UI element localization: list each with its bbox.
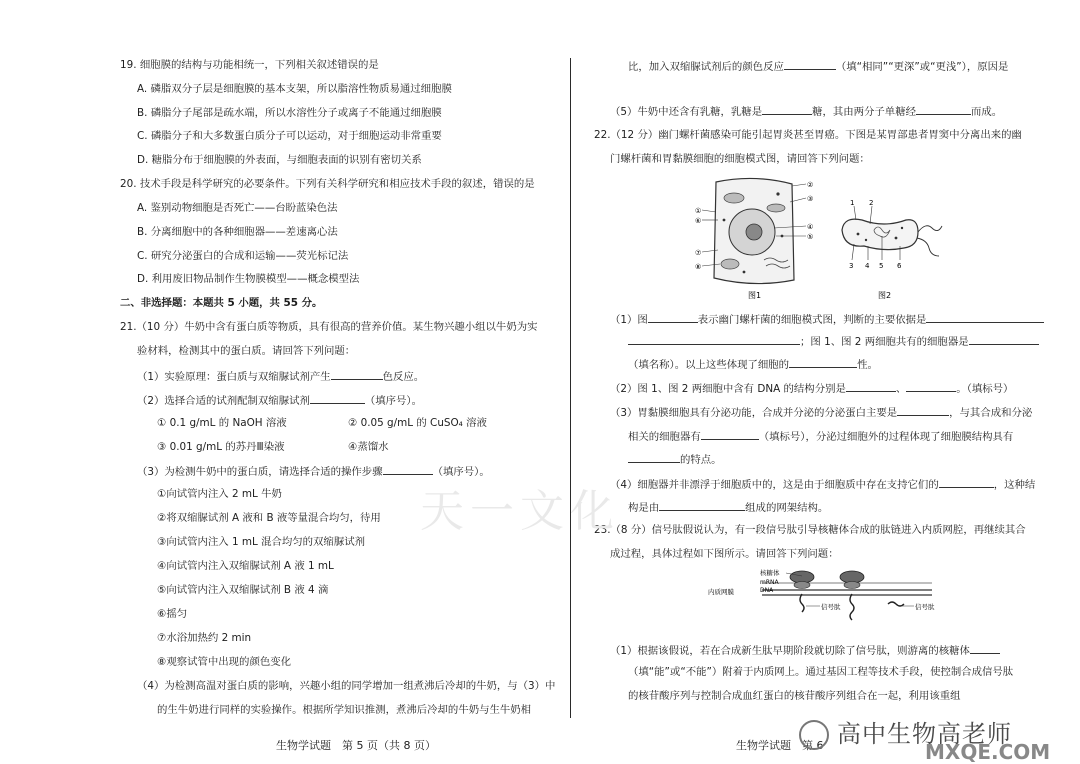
q22-part1-line3: （填名称）。以上这些体现了细胞的 性。 (628, 356, 878, 372)
figure-2-bacterium (834, 198, 944, 302)
q21-part1: （1）实验原理：蛋白质与双缩脲试剂产生 色反应。 (137, 368, 424, 384)
page-footer-left: 生物学试题 第 5 页（共 8 页） (276, 739, 436, 752)
answer-blank[interactable] (897, 404, 949, 416)
reagent-2: ② 0.05 g/mL 的 CuSO₄ 溶液 (348, 417, 487, 429)
figure-1-animal-cell (694, 172, 814, 302)
fig1-label: ② (807, 181, 814, 189)
answer-blank[interactable] (784, 58, 836, 70)
answer-blank[interactable] (383, 463, 433, 475)
q23-part1-line2: （填“能”或“不能”）附着于内质网上。通过基因工程等技术手段，使控制合成信号肽 (628, 666, 1014, 678)
q21-part4-line3: 比，加入双缩脲试剂后的颜色反应 （填“相同”“更深”或“更浅”），原因是 (628, 58, 1008, 74)
step-6: ⑥摇匀 (157, 608, 188, 620)
fig1-label: ⑧ (695, 263, 702, 271)
q22-stem-line2: 门螺杆菌和胃黏膜细胞的细胞模式图，请回答下列问题： (610, 153, 870, 165)
q22-part1-line1: （1）图 表示幽门螺杆菌的细胞模式图，判断的主要依据是 (610, 311, 1044, 327)
watermark-site-text: MXQE.COM (925, 740, 1051, 764)
q23-stem-line2: 成过程，具体过程如下图所示。请回答下列问题： (610, 548, 839, 560)
page-divider (570, 58, 571, 718)
q22-part1-line2: ；图 1、图 2 两细胞共有的细胞器是 (628, 333, 1039, 349)
section-two-heading: 二、非选择题：本题共 5 小题，共 55 分。 (120, 297, 323, 309)
answer-blank[interactable] (846, 380, 896, 392)
fig1-label: ④ (807, 223, 814, 231)
q22-stem-line1: 22.（12 分）幽门螺杆菌感染可能引起胃炎甚至胃癌。下图是某胃部患者胃窦中分离出来的幽 (594, 129, 1022, 141)
answer-blank[interactable] (701, 428, 759, 440)
fig2-label: 3 (849, 262, 854, 270)
q22-part3-line1: （3）胃黏膜细胞具有分泌功能，合成并分泌的分泌蛋白主要是 ，与其合成和分泌 (610, 404, 1032, 420)
answer-blank[interactable] (762, 103, 812, 115)
answer-blank[interactable] (310, 392, 365, 404)
q20-stem: 20. 技术手段是科学研究的必要条件。下列有关科学研究和相应技术手段的叙述，错误的是 (120, 178, 535, 190)
q21-stem-line2: 验材料，检测其中的蛋白质。请回答下列问题： (137, 345, 356, 357)
q21-part5: （5）牛奶中还含有乳糖，乳糖是 糖，其由两分子单糖经 而成。 (610, 103, 1002, 119)
fig2-label: 2 (869, 199, 874, 207)
fig3-ribosome-label: 核糖体 (760, 569, 780, 577)
fig3-mrna-label: mRNA (760, 579, 779, 586)
fig2-label: 4 (865, 262, 870, 270)
fig2-label: 6 (897, 262, 902, 270)
answer-blank[interactable] (969, 333, 1039, 345)
q19-stem: 19. 细胞膜的结构与功能相统一，下列相关叙述错误的是 (120, 59, 379, 71)
fig1-label: ③ (807, 195, 814, 203)
watermark-badge (795, 712, 1075, 764)
step-2: ②将双缩脲试剂 A 液和 B 液等量混合均匀，待用 (157, 512, 381, 524)
answer-blank[interactable] (628, 451, 680, 463)
q19-option-a: A. 磷脂双分子层是细胞膜的基本支架，所以脂溶性物质易通过细胞膜 (137, 83, 452, 95)
q20-option-a: A. 鉴别动物细胞是否死亡——台盼蓝染色法 (137, 202, 338, 214)
fig3-signal-peptide-label: 信号肽 (915, 603, 935, 611)
fig1-label: ⑦ (695, 249, 702, 257)
answer-blank[interactable] (659, 499, 745, 511)
fig3-er-label: 内质网膜 (708, 588, 734, 596)
answer-blank[interactable] (789, 356, 857, 368)
q22-part2: （2）图 1、图 2 两细胞中含有 DNA 的结构分别是 、 。（填标号） (610, 380, 1013, 396)
answer-blank[interactable] (926, 311, 1044, 323)
q23-part1-line1: （1）根据该假说，若在合成新生肽早期阶段就切除了信号肽，则游离的核糖体 (610, 642, 1000, 658)
fig2-label: 1 (850, 199, 855, 207)
reagent-1: ① 0.1 g/mL 的 NaOH 溶液 (157, 417, 287, 429)
q22-part3-line2: 相关的细胞器有 （填标号），分泌过细胞外的过程体现了细胞膜结构具有 (628, 428, 1013, 444)
q20-option-c: C. 研究分泌蛋白的合成和运输——荧光标记法 (137, 250, 349, 262)
answer-blank[interactable] (648, 311, 698, 323)
answer-blank[interactable] (331, 368, 383, 380)
fig3-dna-label: DNA (760, 587, 774, 594)
fig2-label: 5 (879, 262, 884, 270)
q21-stem-line1: 21.（10 分）牛奶中含有蛋白质等物质，具有很高的营养价值。某生物兴趣小组以牛奶为实 (120, 321, 538, 333)
q21-part3: （3）为检测牛奶中的蛋白质，请选择合适的操作步骤 （填序号）。 (137, 463, 490, 479)
q21-part4-line2: 的生牛奶进行同样的实验操作。根据所学知识推测，煮沸后冷却的牛奶与生牛奶相 (157, 704, 532, 716)
step-3: ③向试管内注入 1 mL 混合均匀的双缩脲试剂 (157, 536, 365, 548)
answer-blank[interactable] (628, 333, 800, 345)
figure-2-caption: 图2 (878, 291, 892, 300)
reagent-3: ③ 0.01 g/mL 的苏丹Ⅲ染液 (157, 441, 285, 453)
q19-option-d: D. 糖脂分布于细胞膜的外表面，与细胞表面的识别有密切关系 (137, 154, 422, 166)
q22-part3-line3: 的特点。 (628, 451, 722, 467)
watermark-badge-text: 高中生物高老师 (837, 720, 1012, 748)
q20-option-d: D. 利用废旧物品制作生物膜模型——概念模型法 (137, 273, 360, 285)
q21-part2: （2）选择合适的试剂配制双缩脲试剂 （填序号）。 (137, 392, 422, 408)
q19-option-c: C. 磷脂分子和大多数蛋白质分子可以运动，对于细胞运动非常重要 (137, 130, 442, 142)
answer-blank[interactable] (916, 103, 971, 115)
wechat-logo-icon (799, 720, 829, 750)
q23-part1-line3: 的核苷酸序列与控制合成血红蛋白的核苷酸序列组合在一起，利用该重组 (628, 690, 961, 702)
q20-option-b: B. 分离细胞中的各种细胞器——差速离心法 (137, 226, 338, 238)
step-7: ⑦水浴加热约 2 min (157, 632, 252, 644)
figure-3-signal-peptide (702, 568, 942, 622)
page-footer-right: 生物学试题 第 6 (736, 739, 824, 752)
q22-part4-line2: 构是由 组成的网架结构。 (628, 499, 828, 515)
figure-1-caption: 图1 (748, 291, 762, 300)
reagent-4: ④蒸馏水 (348, 441, 389, 453)
step-8: ⑧观察试管中出现的颜色变化 (157, 656, 292, 668)
right-page (574, 0, 1080, 764)
fig3-signal-peptide-label: 信号肽 (821, 603, 841, 611)
watermark-center: 天一文化 (420, 486, 620, 537)
q21-part4-line1: （4）为检测高温对蛋白质的影响，兴趣小组的同学增加一组煮沸后冷却的牛奶，与（3）中 (137, 680, 556, 692)
step-5: ⑤向试管内注入双缩脲试剂 B 液 4 滴 (157, 584, 329, 596)
step-1: ①向试管内注入 2 mL 牛奶 (157, 488, 282, 500)
fig1-label: ⑤ (807, 233, 814, 241)
fig1-label: ① (695, 207, 702, 215)
q23-stem-line1: 23.（8 分）信号肽假说认为，有一段信号肽引导核糖体合成的肽链进入内质网腔，再继续其合 (594, 524, 1026, 536)
q19-option-b: B. 磷脂分子尾部是疏水端，所以水溶性分子或离子不能通过细胞膜 (137, 107, 442, 119)
fig1-label: ⑥ (695, 217, 702, 225)
answer-blank[interactable] (970, 642, 1000, 654)
answer-blank[interactable] (906, 380, 956, 392)
step-4: ④向试管内注入双缩脲试剂 A 液 1 mL (157, 560, 334, 572)
answer-blank[interactable] (939, 476, 994, 488)
q22-part4-line1: （4）细胞器并非漂浮于细胞质中的，这是由于细胞质中存在支持它们的 ，这种结 (610, 476, 1035, 492)
